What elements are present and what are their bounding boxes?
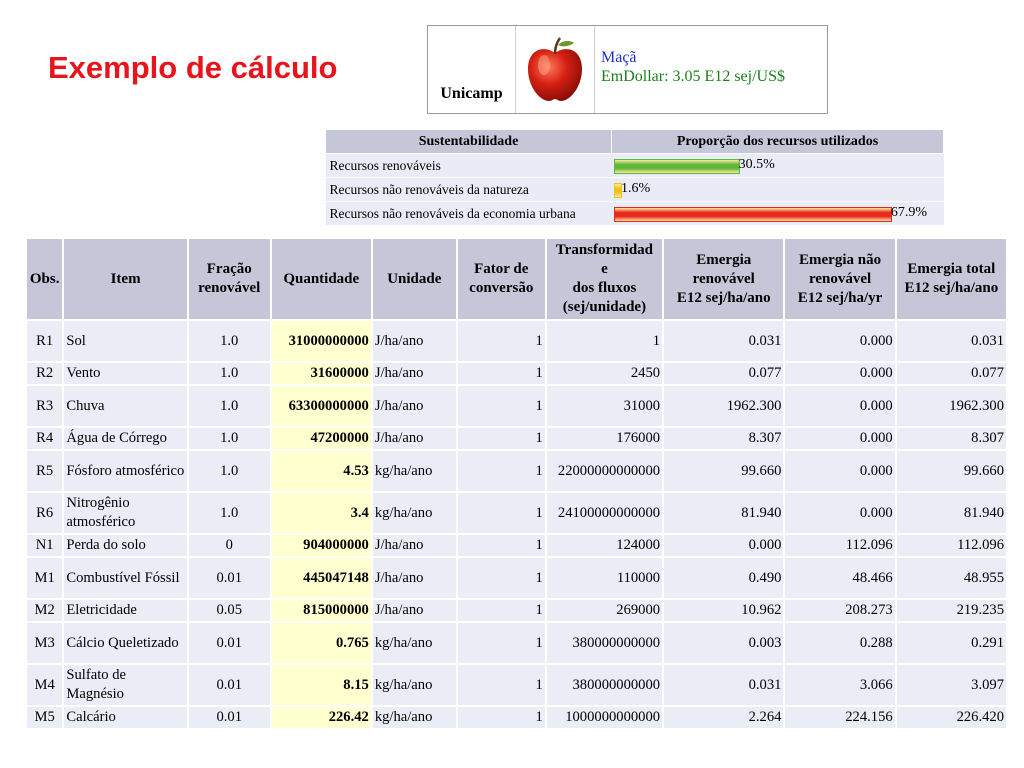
cell-obs: M4 xyxy=(27,665,62,705)
header-quantidade: Quantidade xyxy=(272,239,371,319)
resource-label: Recursos não renováveis da natureza xyxy=(326,178,612,202)
cell-fracao: 0.01 xyxy=(189,665,270,705)
cell-transformidade: 1000000000000 xyxy=(547,707,662,728)
cell-transformidade: 31000 xyxy=(547,386,662,426)
apple-icon xyxy=(522,35,588,105)
cell-obs: R1 xyxy=(27,321,62,361)
cell-fator: 1 xyxy=(458,558,545,598)
emergy-table xyxy=(25,237,1008,730)
cell-emergia-total: 8.307 xyxy=(897,428,1006,449)
cell-item: Sulfato de Magnésio xyxy=(64,665,186,705)
cell-fator: 1 xyxy=(458,600,545,621)
sustainability-header: Sustentabilidade xyxy=(326,130,612,154)
cell-obs: N1 xyxy=(27,535,62,556)
cell-transformidade: 269000 xyxy=(547,600,662,621)
cell-obs: R4 xyxy=(27,428,62,449)
proportion-value: 30.5% xyxy=(738,157,775,172)
cell-fator: 1 xyxy=(458,386,545,426)
proportion-header: Proporção dos recursos utilizados xyxy=(612,130,944,154)
cell-quantidade: 31600000 xyxy=(272,363,371,384)
cell-transformidade: 22000000000000 xyxy=(547,451,662,491)
cell-emergia-total: 219.235 xyxy=(897,600,1006,621)
table-row xyxy=(27,600,1006,621)
cell-unidade: kg/ha/ano xyxy=(373,707,456,728)
proportion-bar xyxy=(614,159,740,174)
table-row xyxy=(27,493,1006,533)
cell-fracao: 1.0 xyxy=(189,493,270,533)
cell-unidade: J/ha/ano xyxy=(373,428,456,449)
cell-quantidade: 445047148 xyxy=(272,558,371,598)
cell-unidade: kg/ha/ano xyxy=(373,623,456,663)
cell-fator: 1 xyxy=(458,665,545,705)
cell-unidade: J/ha/ano xyxy=(373,558,456,598)
cell-transformidade: 176000 xyxy=(547,428,662,449)
cell-emergia-nao-renovavel: 208.273 xyxy=(785,600,894,621)
proportion-cell xyxy=(612,178,944,202)
cell-unidade: kg/ha/ano xyxy=(373,665,456,705)
cell-emergia-renovavel: 0.490 xyxy=(664,558,783,598)
cell-transformidade: 380000000000 xyxy=(547,665,662,705)
cell-quantidade: 63300000000 xyxy=(272,386,371,426)
cell-emergia-nao-renovavel: 0.288 xyxy=(785,623,894,663)
cell-obs: R5 xyxy=(27,451,62,491)
cell-obs: R6 xyxy=(27,493,62,533)
cell-fator: 1 xyxy=(458,451,545,491)
cell-emergia-total: 99.660 xyxy=(897,451,1006,491)
cell-fator: 1 xyxy=(458,321,545,361)
cell-item: Vento xyxy=(64,363,186,384)
cell-emergia-renovavel: 99.660 xyxy=(664,451,783,491)
cell-quantidade: 226.42 xyxy=(272,707,371,728)
product-name: Maçã xyxy=(601,49,637,66)
cell-emergia-renovavel: 0.031 xyxy=(664,665,783,705)
cell-fracao: 1.0 xyxy=(189,451,270,491)
cell-item: Calcário xyxy=(64,707,186,728)
cell-emergia-total: 81.940 xyxy=(897,493,1006,533)
cell-quantidade: 4.53 xyxy=(272,451,371,491)
cell-emergia-total: 226.420 xyxy=(897,707,1006,728)
cell-quantidade: 8.15 xyxy=(272,665,371,705)
header-fator: Fator de conversão xyxy=(458,239,545,319)
emdollar-value: EmDollar: 3.05 E12 sej/US$ xyxy=(601,68,785,85)
cell-item: Cálcio Queletizado xyxy=(64,623,186,663)
table-row xyxy=(27,428,1006,449)
cell-quantidade: 904000000 xyxy=(272,535,371,556)
cell-quantidade: 0.765 xyxy=(272,623,371,663)
table-row xyxy=(27,321,1006,361)
cell-fracao: 1.0 xyxy=(189,428,270,449)
apple-image xyxy=(516,26,595,113)
cell-fracao: 0.01 xyxy=(189,707,270,728)
table-row xyxy=(27,386,1006,426)
cell-emergia-nao-renovavel: 3.066 xyxy=(785,665,894,705)
table-row xyxy=(27,535,1006,556)
cell-item: Fósforo atmosférico xyxy=(64,451,186,491)
cell-emergia-total: 48.955 xyxy=(897,558,1006,598)
cell-emergia-renovavel: 81.940 xyxy=(664,493,783,533)
sustainability-row xyxy=(326,202,944,226)
cell-emergia-nao-renovavel: 0.000 xyxy=(785,321,894,361)
cell-emergia-total: 3.097 xyxy=(897,665,1006,705)
header-item: Item xyxy=(64,239,186,319)
proportion-cell xyxy=(612,202,944,226)
cell-item: Combustível Fóssil xyxy=(64,558,186,598)
header-transformidade: Transformidad e dos fluxos (sej/unidade) xyxy=(547,239,662,319)
cell-item: Eletricidade xyxy=(64,600,186,621)
cell-unidade: J/ha/ano xyxy=(373,363,456,384)
sustainability-row xyxy=(326,154,944,178)
cell-unidade: J/ha/ano xyxy=(373,386,456,426)
table-row xyxy=(27,707,1006,728)
cell-quantidade: 47200000 xyxy=(272,428,371,449)
cell-emergia-nao-renovavel: 0.000 xyxy=(785,493,894,533)
proportion-value: 67.9% xyxy=(890,205,928,220)
cell-transformidade: 380000000000 xyxy=(547,623,662,663)
cell-fracao: 1.0 xyxy=(189,386,270,426)
cell-unidade: J/ha/ano xyxy=(373,600,456,621)
cell-fator: 1 xyxy=(458,535,545,556)
header-emergia-total: Emergia total E12 sej/ha/ano xyxy=(897,239,1006,319)
cell-quantidade: 3.4 xyxy=(272,493,371,533)
cell-item: Água de Córrego xyxy=(64,428,186,449)
cell-quantidade: 31000000000 xyxy=(272,321,371,361)
cell-obs: M5 xyxy=(27,707,62,728)
cell-obs: M1 xyxy=(27,558,62,598)
cell-unidade: J/ha/ano xyxy=(373,321,456,361)
cell-emergia-nao-renovavel: 0.000 xyxy=(785,451,894,491)
cell-quantidade: 815000000 xyxy=(272,600,371,621)
cell-fracao: 0.05 xyxy=(189,600,270,621)
table-row xyxy=(27,558,1006,598)
cell-fracao: 1.0 xyxy=(189,321,270,361)
header-emergia-renovavel: Emergia renovável E12 sej/ha/ano xyxy=(664,239,783,319)
cell-obs: M2 xyxy=(27,600,62,621)
cell-emergia-renovavel: 1962.300 xyxy=(664,386,783,426)
cell-fracao: 1.0 xyxy=(189,363,270,384)
cell-fator: 1 xyxy=(458,428,545,449)
cell-fator: 1 xyxy=(458,493,545,533)
cell-transformidade: 2450 xyxy=(547,363,662,384)
cell-emergia-renovavel: 10.962 xyxy=(664,600,783,621)
resource-label: Recursos renováveis xyxy=(326,154,612,178)
cell-fracao: 0.01 xyxy=(189,623,270,663)
cell-emergia-renovavel: 8.307 xyxy=(664,428,783,449)
product-details xyxy=(595,26,827,113)
cell-fator: 1 xyxy=(458,707,545,728)
cell-emergia-renovavel: 0.031 xyxy=(664,321,783,361)
cell-obs: R2 xyxy=(27,363,62,384)
cell-fracao: 0 xyxy=(189,535,270,556)
cell-transformidade: 1 xyxy=(547,321,662,361)
cell-transformidade: 24100000000000 xyxy=(547,493,662,533)
cell-emergia-renovavel: 0.000 xyxy=(664,535,783,556)
proportion-value: 1.6% xyxy=(621,181,651,196)
resource-label: Recursos não renováveis da economia urbana xyxy=(326,202,612,226)
cell-emergia-nao-renovavel: 0.000 xyxy=(785,363,894,384)
cell-unidade: kg/ha/ano xyxy=(373,493,456,533)
cell-emergia-renovavel: 2.264 xyxy=(664,707,783,728)
cell-emergia-renovavel: 0.003 xyxy=(664,623,783,663)
product-info-box xyxy=(427,25,828,114)
cell-unidade: kg/ha/ano xyxy=(373,451,456,491)
header-obs: Obs. xyxy=(27,239,62,319)
cell-unidade: J/ha/ano xyxy=(373,535,456,556)
cell-item: Sol xyxy=(64,321,186,361)
table-row xyxy=(27,623,1006,663)
cell-fator: 1 xyxy=(458,363,545,384)
header-emergia-nao-renovavel: Emergia não renovável E12 sej/ha/yr xyxy=(785,239,894,319)
proportion-bar xyxy=(614,207,892,222)
cell-emergia-nao-renovavel: 0.000 xyxy=(785,428,894,449)
cell-emergia-total: 0.291 xyxy=(897,623,1006,663)
cell-emergia-total: 112.096 xyxy=(897,535,1006,556)
header-fracao: Fração renovável xyxy=(189,239,270,319)
cell-emergia-nao-renovavel: 0.000 xyxy=(785,386,894,426)
cell-item: Nitrogênio atmosférico xyxy=(64,493,186,533)
cell-emergia-nao-renovavel: 48.466 xyxy=(785,558,894,598)
sustainability-table xyxy=(325,129,944,226)
cell-obs: M3 xyxy=(27,623,62,663)
page-title: Exemplo de cálculo xyxy=(48,50,338,85)
cell-emergia-total: 0.031 xyxy=(897,321,1006,361)
cell-emergia-nao-renovavel: 224.156 xyxy=(785,707,894,728)
institution-label: Unicamp xyxy=(428,26,516,113)
cell-transformidade: 124000 xyxy=(547,535,662,556)
cell-fracao: 0.01 xyxy=(189,558,270,598)
cell-transformidade: 110000 xyxy=(547,558,662,598)
cell-item: Chuva xyxy=(64,386,186,426)
cell-emergia-total: 1962.300 xyxy=(897,386,1006,426)
cell-emergia-total: 0.077 xyxy=(897,363,1006,384)
cell-item: Perda do solo xyxy=(64,535,186,556)
proportion-cell xyxy=(612,154,944,178)
cell-emergia-renovavel: 0.077 xyxy=(664,363,783,384)
table-row xyxy=(27,363,1006,384)
table-row xyxy=(27,665,1006,705)
cell-emergia-nao-renovavel: 112.096 xyxy=(785,535,894,556)
header-unidade: Unidade xyxy=(373,239,456,319)
table-row xyxy=(27,451,1006,491)
sustainability-row xyxy=(326,178,944,202)
cell-obs: R3 xyxy=(27,386,62,426)
cell-fator: 1 xyxy=(458,623,545,663)
